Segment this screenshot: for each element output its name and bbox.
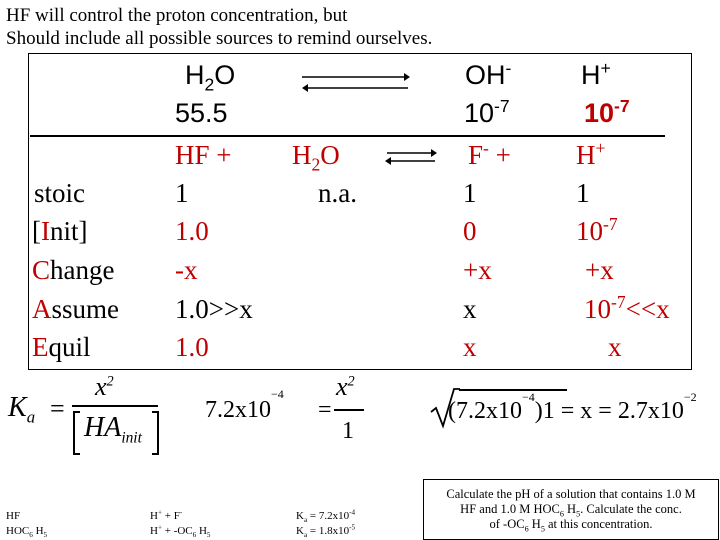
ka-equals-2: = <box>318 397 332 423</box>
h-assume: $10^{-7}<<x$ <box>584 292 670 324</box>
f-stoic: 1 <box>463 178 477 208</box>
hf-assume: 1.0>>x <box>175 294 253 324</box>
problem-note <box>423 479 719 540</box>
table-divider <box>30 135 665 137</box>
label-init: [Init] <box>32 216 88 246</box>
ka-equals: = <box>50 394 65 423</box>
h-equil: x <box>608 332 622 362</box>
h-change: +x <box>585 255 614 285</box>
bottom-hf-products: H+ + F- <box>150 508 183 522</box>
equilibrium-arrow-small-icon <box>385 147 437 167</box>
f-assume: x <box>463 294 477 324</box>
h-stoic: 1 <box>576 178 590 208</box>
ka-symbol: $K_a$ <box>8 392 36 427</box>
header-line-2: Should include all possible sources to remind ourselves. <box>6 28 433 49</box>
sqrt-expression: $(7.2x10^{-4})1 = x = 2.7x10^{-2}$ <box>448 390 697 424</box>
conc-h2o: 55.5 <box>175 98 228 128</box>
ka-denominator: $HA_{init}$ <box>84 412 142 447</box>
water-h2o: $H_2O$ <box>185 60 236 95</box>
bottom-phenol: $HOC_6$ $H_5$ <box>6 525 48 540</box>
bottom-ka-phenol: $K_a = 1.8x10^{-5}$ <box>296 523 356 540</box>
h-init: $10^{-7}$ <box>576 214 618 246</box>
ka-numerator: $x^2$ <box>95 372 114 401</box>
hf-change: -x <box>175 255 198 285</box>
label-equil: Equil <box>32 332 91 362</box>
bottom-ka-hf: $K_a = 7.2x10^{-4}$ <box>296 508 356 525</box>
ka-value: $7.2x10^{-4}$ <box>205 387 284 423</box>
f-equil: x <box>463 332 477 362</box>
x2-denominator: 1 <box>342 418 354 444</box>
label-assume: Assume <box>32 294 119 324</box>
hf-h2o: $H_2O$ <box>292 140 340 175</box>
water-h: H+ <box>581 58 611 90</box>
water-oh: OH- <box>465 58 512 90</box>
label-stoic: stoic <box>34 178 85 208</box>
hf-f: F- + <box>468 138 511 170</box>
conc-h: $10^{-7}$ <box>584 96 630 128</box>
note-line-3: of $-OC_6$ $H_5$ at this concentration. <box>489 517 653 534</box>
hf-init: 1.0 <box>175 216 209 246</box>
x2-fraction-bar <box>334 409 364 411</box>
hf-equil: 1.0 <box>175 332 209 362</box>
hf-stoic: 1 <box>175 178 189 208</box>
hf-species: HF + <box>175 140 232 170</box>
equilibrium-arrow-icon <box>300 70 410 94</box>
hf-h: H+ <box>576 138 606 170</box>
h2o-stoic: n.a. <box>318 178 357 208</box>
f-init: 0 <box>463 216 477 246</box>
label-change: Change <box>32 255 115 285</box>
sqrt-bar <box>459 389 567 391</box>
f-change: +x <box>463 255 492 285</box>
bottom-phenol-products: $H^+ + -OC_6$ $H_5$ <box>150 523 211 540</box>
header-line-1: HF will control the proton concentration, but <box>6 5 348 26</box>
note-line-1: Calculate the pH of a solution that contains 1.0 M <box>446 487 696 501</box>
bottom-hf: HF <box>6 510 21 522</box>
conc-oh: $10^{-7}$ <box>464 96 510 128</box>
note-line-2: HF and 1.0 M $HOC_6$ $H_5$. Calculate the conc. <box>460 502 682 519</box>
x2-numerator: $x^2$ <box>336 372 355 401</box>
ka-fraction-bar <box>72 405 158 407</box>
